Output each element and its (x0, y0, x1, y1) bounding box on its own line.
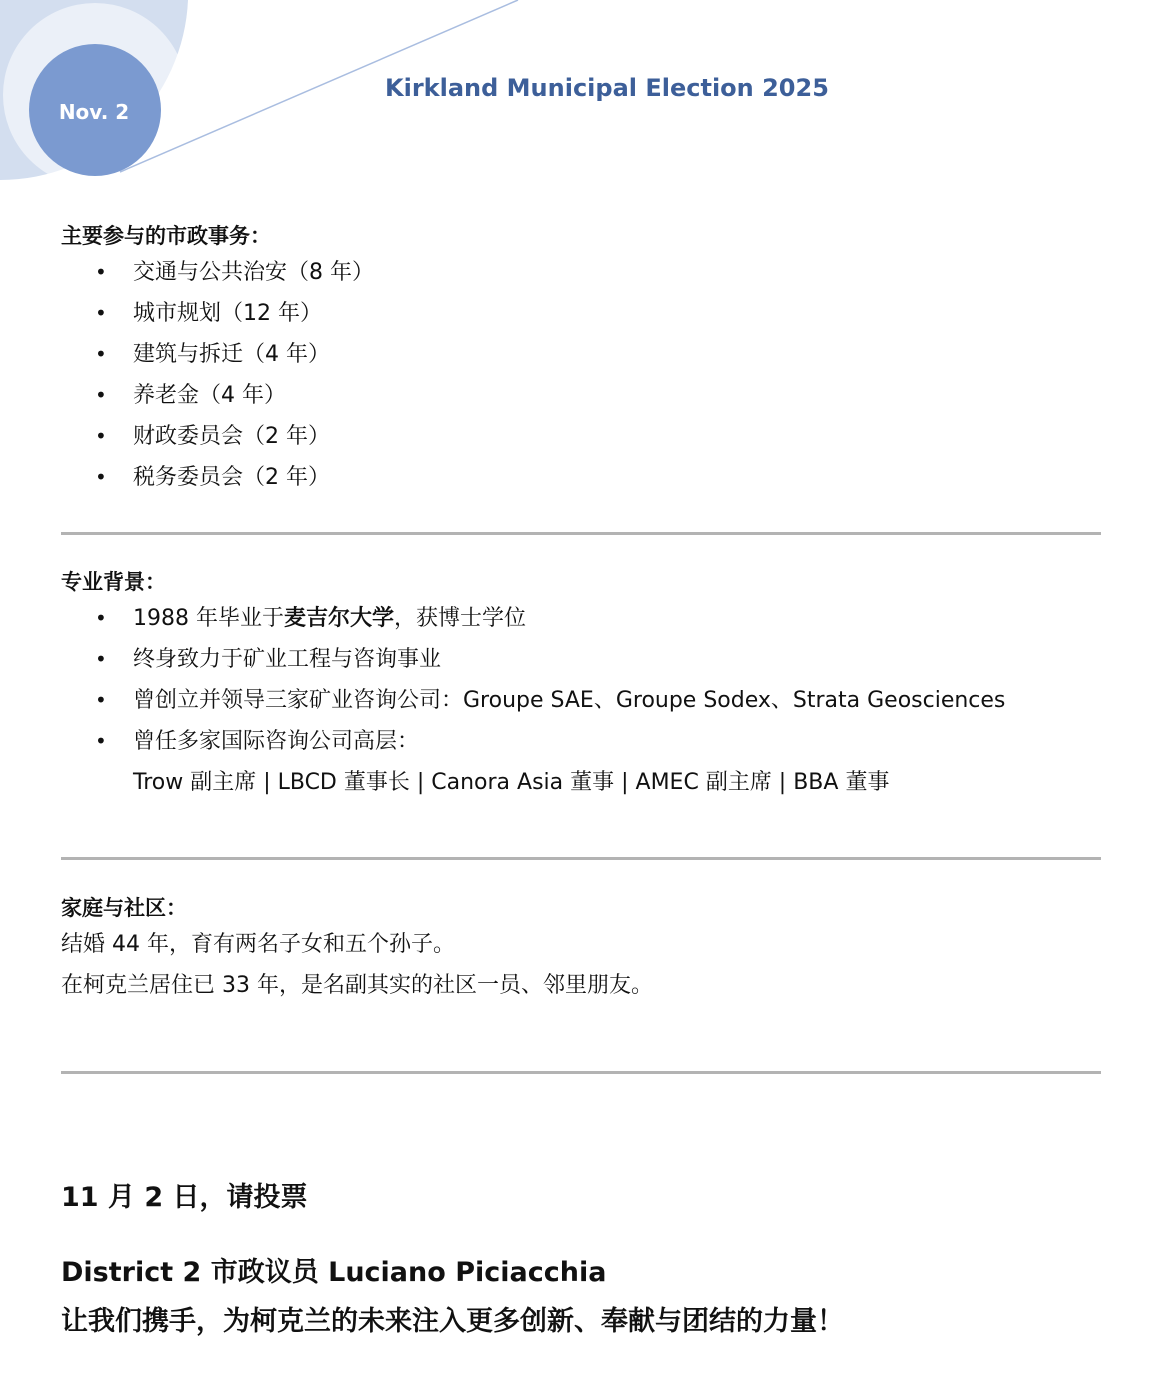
slogan: 让我们携手，为柯克兰的未来注入更多创新、奉献与团结的力量！ (61, 1306, 844, 1337)
community-line: 在柯克兰居住已 33 年，是名副其实的社区一员、邻里朋友。 (61, 973, 653, 998)
list-item: • 终身致力于矿业工程与咨询事业 (61, 639, 1101, 680)
vote-call: 11 月 2 日，请投票 (61, 1182, 308, 1213)
date-badge: Nov. 2 (58, 100, 130, 124)
candidate-line: District 2 市政议员 Luciano Piciacchia (61, 1257, 607, 1288)
executive-roles-list: Trow 副主席 | LBCD 董事长 | Canora Asia 董事 | AMEC 副主席 | BBA 董事 (133, 770, 890, 795)
background-section (61, 568, 1101, 803)
list-item (61, 598, 1101, 639)
divider (61, 1071, 1101, 1074)
list-item: • 财政委员会（2 年） (61, 416, 1101, 457)
section-title: 专业背景： (61, 570, 166, 594)
civic-affairs-section (61, 222, 1101, 498)
education-suffix: ，获博士学位 (394, 606, 527, 631)
list-item: • 养老金（4 年） (61, 375, 1101, 416)
family-section (61, 894, 1101, 1006)
section-title: 主要参与的市政事务： (61, 224, 271, 248)
list-item: • 曾创立并领导三家矿业咨询公司：Groupe SAE、Groupe Sodex、Strata Geosciences (61, 680, 1101, 721)
background-list (61, 598, 1101, 803)
executive-roles-heading: • 曾任多家国际咨询公司高层： (133, 729, 420, 754)
education-prefix: 1988 年毕业于 (133, 606, 284, 631)
divider (61, 532, 1101, 535)
election-title: Kirkland Municipal Election 2025 (385, 74, 829, 102)
section-title: 家庭与社区： (61, 896, 187, 920)
list-item: • 税务委员会（2 年） (61, 457, 1101, 498)
list-item (61, 721, 1101, 803)
list-item: • 交通与公共治安（8 年） (61, 252, 1101, 293)
civic-list (61, 252, 1101, 498)
list-item: • 建筑与拆迁（4 年） (61, 334, 1101, 375)
list-item: • 城市规划（12 年） (61, 293, 1101, 334)
divider (61, 857, 1101, 860)
university-name: 麦吉尔大学 (283, 606, 394, 631)
family-line: 结婚 44 年，育有两名子女和五个孙子。 (61, 932, 455, 957)
